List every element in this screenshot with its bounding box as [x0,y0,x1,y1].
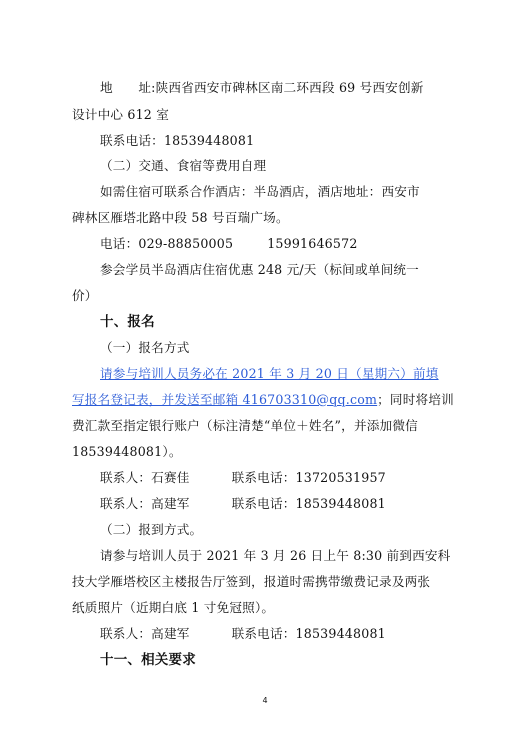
hotel-line-1: 如需住宿可联系合作酒店：半岛酒店，酒店地址：西安市 [100,184,420,199]
payment-line: 费汇款至指定银行账户（标注清楚“单位＋姓名”，并添加微信 [72,418,418,433]
hotel-line-2: 碑林区雁塔北路中段 58 号百瑞广场。 [72,210,289,225]
wechat-line: 18539448081）。 [72,444,182,459]
contact-name: 联系人：石赛佳 [100,470,190,485]
registration-email-link[interactable]: 写报名登记表，并发送至邮箱 416703310@qq.com [72,392,378,407]
contact-phone: 联系电话：18539448081 [100,133,255,148]
checkin-line-1: 请参与培训人员于 2021 年 3 月 26 日上午 8:30 前到西安科 [100,548,451,563]
registration-method-heading: （一）报名方式 [100,340,190,355]
address-text: 陕西省西安市碑林区南二环西段 69 号西安创新 [155,80,424,95]
address-continuation: 设计中心 612 室 [72,107,170,122]
contact-phone: 联系电话：18539448081 [231,626,386,641]
registration-email-line [72,392,454,408]
price-line-2: 价） [72,288,98,303]
contact-name: 联系人：高建军 [100,626,190,641]
checkin-contact-row [100,626,386,642]
checkin-line-3: 纸质照片（近期白底 1 寸免冠照）。 [72,600,275,615]
address-line [100,80,424,96]
contact-phone: 联系电话：13720531957 [231,470,386,485]
checkin-heading: （二）报到方式。 [100,522,203,537]
checkin-line-2: 技大学雁塔校区主楼报告厅签到，报道时需携带缴费记录及两张 [72,574,431,589]
registration-line-rest: ；同时将培训 [377,392,454,407]
travel-heading: （二）交通、食宿等费用自理 [100,158,267,173]
hotel-phone-b: 15991646572 [267,236,358,251]
contact-row-2 [100,496,386,512]
section-ten-heading: 十、报名 [100,314,155,330]
contact-row-1 [100,470,386,486]
page-number: 4 [262,696,268,705]
registration-deadline-link[interactable]: 请参与培训人员务必在 2021 年 3 月 20 日（星期六）前填 [100,366,439,381]
section-eleven-heading: 十一、相关要求 [100,652,196,668]
contact-name: 联系人：高建军 [100,496,190,511]
price-line-1: 参会学员半岛酒店住宿优惠 248 元/天（标间或单间统一 [100,262,419,277]
contact-phone: 联系电话：18539448081 [231,496,386,511]
hotel-phones [100,236,358,252]
address-label: 地 址: [100,80,156,95]
hotel-phone-a: 电话：029-88850005 [100,236,234,251]
